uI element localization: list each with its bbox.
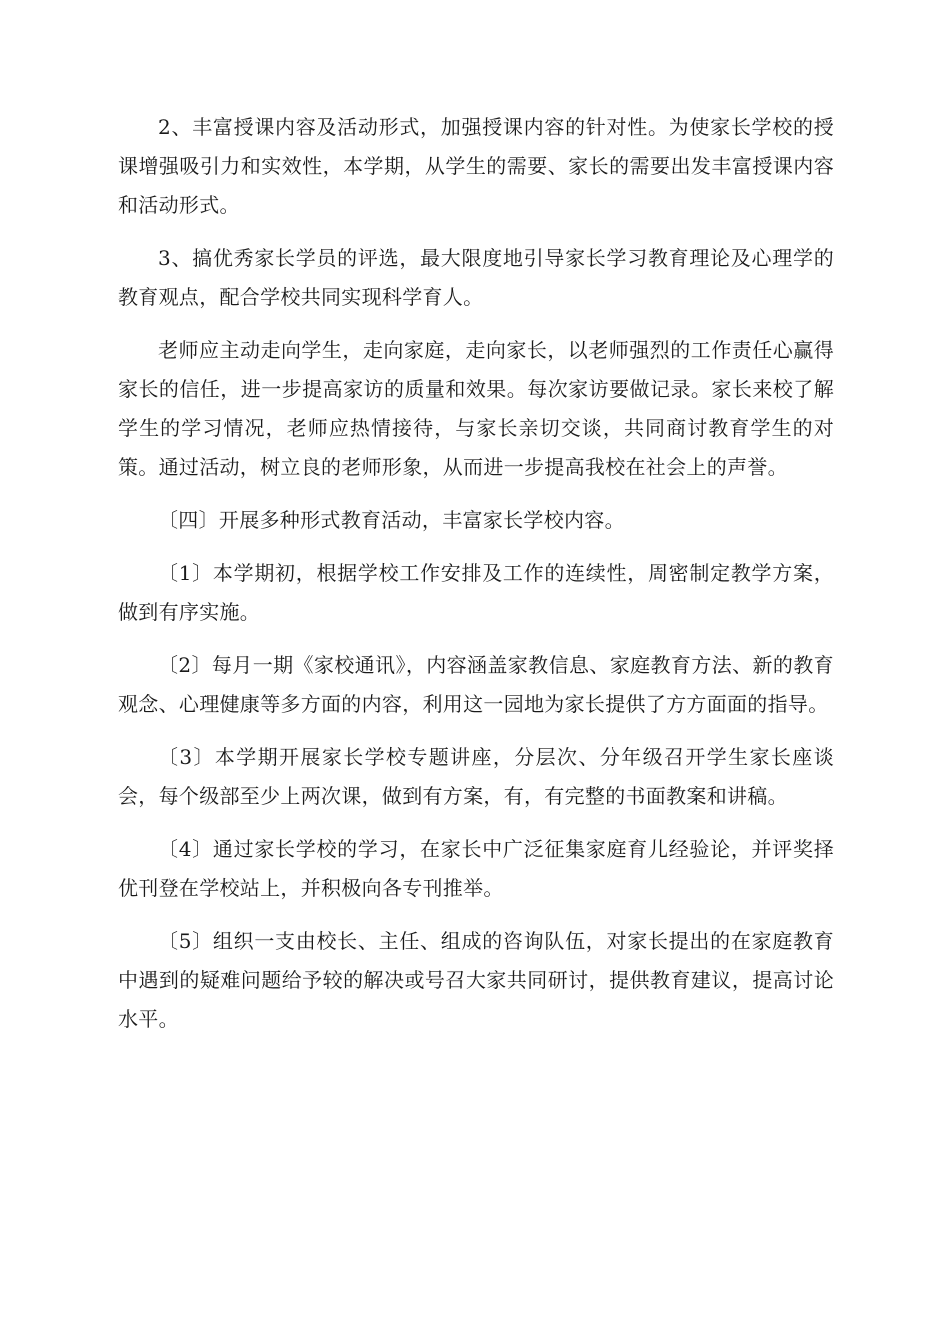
paragraph-teacher-home-visits: 老师应主动走向学生，走向家庭，走向家长，以老师强烈的工作责任心赢得家长的信任，进一步提高家访的质量和效果。每次家访要做记录。家长来校了解学生的学习情况，老师应热情接待，与家长亲切交谈，共同商讨教育学生的对策。通过活动，树立良的老师形象，从而进一步提高我校在社会上的声誉。	[118, 338, 834, 479]
paragraph-outstanding-parents: 3、搞优秀家长学员的评选，最大限度地引导家长学习教育理论及心理学的教育观点，配合学校共同实现科学育人。	[118, 246, 834, 309]
section-heading-activities: 〔四〕开展多种形式教育活动，丰富家长学校内容。	[158, 508, 625, 532]
paragraph-enrich-content: 2、丰富授课内容及活动形式，加强授课内容的针对性。为使家长学校的授课增强吸引力和实效性，本学期，从学生的需要、家长的需要出发丰富授课内容和活动形式。	[118, 115, 834, 217]
document-page	[118, 108, 834, 1053]
list-item-1: 〔1〕本学期初，根据学校工作安排及工作的连续性，周密制定教学方案，做到有序实施。	[118, 561, 834, 624]
list-item-4: 〔4〕通过家长学校的学习，在家长中广泛征集家庭育儿经验论，并评奖择优刊登在学校站上，并积极向各专刊推举。	[118, 837, 834, 900]
list-item-3: 〔3〕本学期开展家长学校专题讲座，分层次、分年级召开学生家长座谈会，每个级部至少上两次课，做到有方案，有，有完整的书面教案和讲稿。	[118, 745, 834, 808]
list-item-2: 〔2〕每月一期《家校通讯》，内容涵盖家教信息、家庭教育方法、新的教育观念、心理健康等多方面的内容，利用这一园地为家长提供了方方面面的指导。	[118, 653, 834, 716]
list-item-5: 〔5〕组织一支由校长、主任、组成的咨询队伍，对家长提出的在家庭教育中遇到的疑难问题给予较的解决或号召大家共同研讨，提供教育建议，提高讨论水平。	[118, 929, 834, 1031]
